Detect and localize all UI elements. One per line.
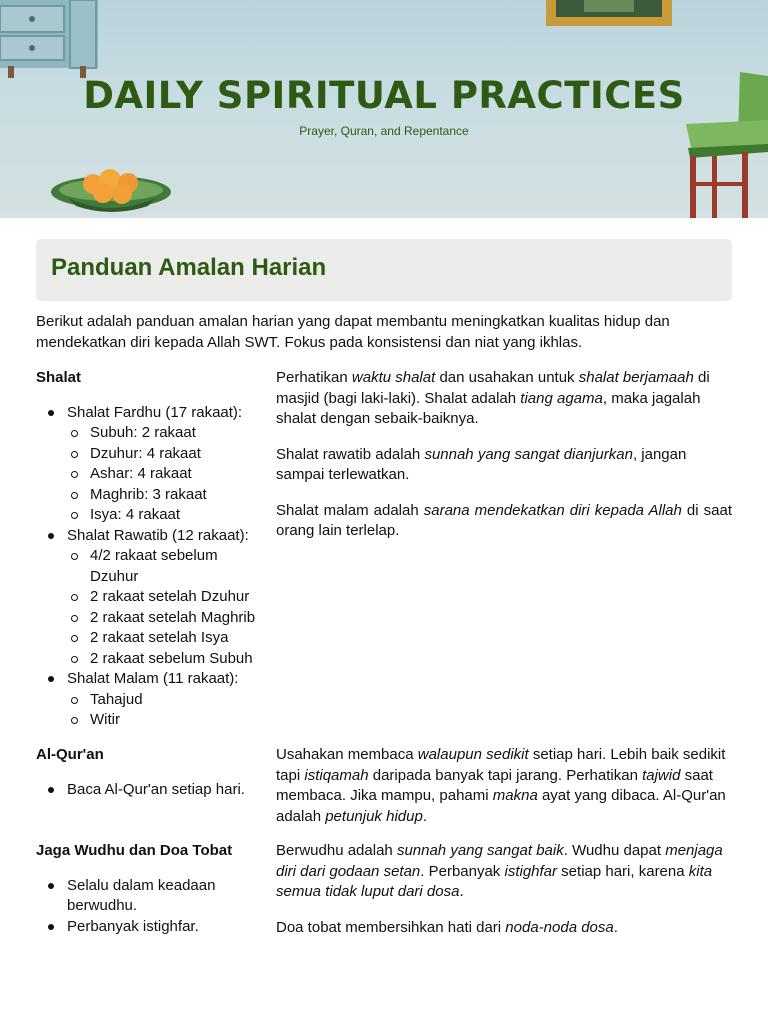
fardhu-sublist [67,423,268,526]
quran-paragraph-1: Usahakan membaca walaupun sedikit setiap hari. Lebih baik sedikit tapi istiqamah daripada banyak tapi jarang. Perhatikan tajwid saat membaca. Jika mampu, pahami makna ayat yang dibaca. Al-Qur'an adalah petunjuk hidup. [276,746,726,825]
list-item: Tahajud [67,690,268,711]
shalat-right-column [276,368,732,557]
shalat-left-column [36,368,268,731]
banner-title: DAILY SPIRITUAL PRACTICES [83,74,685,117]
list-item [36,669,268,731]
fruit-bowl-illustration [48,166,178,218]
list-item: 2 rakaat sebelum Subuh [67,649,268,670]
list-item: Perbanyak istighfar. [36,917,268,938]
wudhu-paragraph-1: Berwudhu adalah sunnah yang sangat baik. Wudhu dapat menjaga diri dari godaan setan. Perbanyak istighfar setiap hari, karena kita semua tidak luput dari dosa. [276,842,723,900]
list-item: 2 rakaat setelah Dzuhur [67,587,268,608]
section-heading-box [36,239,732,301]
quran-title: Al-Qur'an [36,746,104,763]
intro-paragraph: Berikut adalah panduan amalan harian yang dapat membantu meningkatkan kualitas hidup dan mendekatkan diri kepada Allah SWT. Fokus pada konsistensi dan niat yang ikhlas. [36,313,670,351]
shalat-paragraph-1: Perhatikan waktu shalat dan usahakan untuk shalat berjamaah di masjid (bagi laki-laki). Shalat adalah tiang agama, maka jagalah shalat dengan sebaik-baiknya. [276,369,710,427]
list-item [36,526,268,670]
list-item: Isya: 4 rakaat [67,505,268,526]
shalat-paragraph-2: Shalat rawatib adalah sunnah yang sangat dianjurkan, jangan sampai terlewatkan. [276,445,687,483]
header-banner [0,0,768,218]
wudhu-title: Jaga Wudhu dan Doa Tobat [36,842,233,859]
banner-subtitle: Prayer, Quran, and Repentance [299,124,469,138]
cabinet-illustration [0,0,105,80]
shalat-title: Shalat [36,369,82,386]
list-item: Selalu dalam keadaan berwudhu. [36,876,268,917]
page-heading: Panduan Amalan Harian [51,254,327,281]
list-item: 2 rakaat setelah Maghrib [67,608,268,629]
list-item [36,403,268,526]
rawatib-label: Shalat Rawatib (12 rakaat): [67,526,249,544]
wudhu-right-column [276,841,732,953]
list-item: 4/2 rakaat sebelum Dzuhur [67,546,268,587]
wudhu-left-column [36,841,268,937]
wudhu-paragraph-2: Doa tobat membersihkan hati dari noda-noda dosa. [276,918,618,936]
list-item: Dzuhur: 4 rakaat [67,444,268,465]
list-item: 2 rakaat setelah Isya [67,628,268,649]
wudhu-list [36,876,268,938]
fardhu-label: Shalat Fardhu (17 rakaat): [67,403,243,421]
malam-label: Shalat Malam (11 rakaat): [67,670,239,687]
list-item: Ashar: 4 rakaat [67,464,268,485]
list-item: Witir [67,710,268,731]
shalat-list [36,403,268,731]
picture-frame-illustration [544,0,674,28]
rawatib-sublist [67,546,268,669]
list-item: Maghrib: 3 rakaat [67,485,268,506]
quran-list [36,780,268,801]
shalat-paragraph-3: Shalat malam adalah sarana mendekatkan diri kepada Allah di saat orang lain terlelap. [276,501,732,539]
list-item: Subuh: 2 rakaat [67,423,268,444]
list-item: Baca Al-Qur'an setiap hari. [36,780,268,801]
quran-left-column [36,745,268,800]
quran-right-column [276,745,732,842]
malam-sublist [67,690,268,731]
